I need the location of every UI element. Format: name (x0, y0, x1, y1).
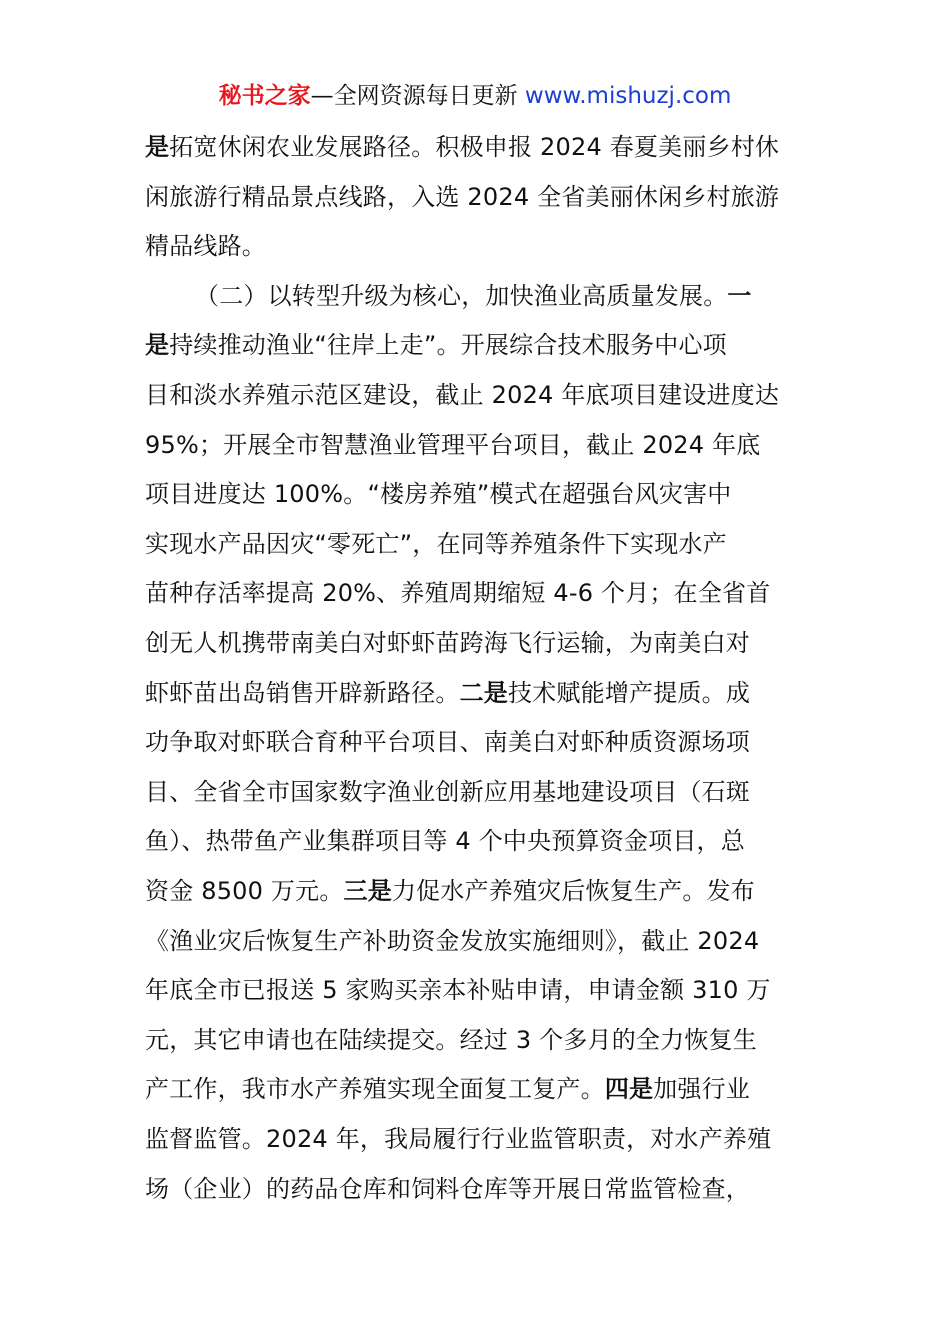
text-line (145, 623, 750, 663)
text-run: 场（企业）的药品仓库和饲料仓库等开展日常监管检查， (145, 1174, 750, 1203)
bold-text: 是 (145, 133, 170, 161)
text-line (145, 226, 266, 266)
text-line (145, 127, 779, 167)
text-run: 年底全市已报送 5 家购买亲本补贴申请，申请金额 310 万 (145, 976, 771, 1005)
text-run: 创无人机携带南美白对虾虾苗跨海飞行运输，为南美白对 (145, 629, 750, 657)
text-run: 实现水产品因灾“零死亡”，在同等养殖条件下实现水产 (145, 529, 727, 558)
text-line (145, 871, 755, 911)
text-line (145, 921, 759, 961)
text-line (145, 970, 771, 1010)
text-run: 加强行业 (653, 1075, 751, 1104)
text-line (145, 1069, 750, 1109)
text-run: 目和淡水养殖示范区建设，截止 2024 年底项目建设进度达 (145, 381, 780, 409)
text-run: 虾虾苗出岛销售开辟新路径。 (145, 678, 460, 707)
text-run: 苗种存活率提高 20%、养殖周期缩短 4-6 个月；在全省首 (145, 579, 771, 608)
text-line (195, 276, 752, 316)
text-run: 技术赋能增产提质。成 (508, 678, 751, 707)
text-line (145, 573, 770, 613)
bold-text: 四是 (604, 1075, 654, 1104)
text-run: 95%；开展全市智慧渔业管理平台项目，截止 2024 年底 (145, 430, 761, 459)
text-line (145, 375, 779, 415)
text-run: 元，其它申请也在陆续提交。经过 3 个多月的全力恢复生 (145, 1025, 757, 1054)
bold-text: 二是 (459, 678, 509, 707)
text-line (145, 474, 732, 514)
brand-name: 秘书之家 (218, 83, 311, 109)
text-line (145, 673, 750, 713)
text-line (145, 1119, 771, 1159)
brand-tagline: —全网资源每日更新 (310, 83, 525, 109)
text-run: 项目进度达 100%。“楼房养殖”模式在超强台风灾害中 (145, 480, 732, 509)
text-run: 资金 8500 万元。 (145, 877, 344, 905)
text-run: 鱼）、热带鱼产业集群项目等 4 个中央预算资金项目，总 (145, 827, 745, 856)
brand-url-link[interactable]: www.mishuzj.com (524, 83, 732, 109)
watermark-header (0, 80, 950, 112)
text-run: 产工作，我市水产养殖实现全面复工复产。 (145, 1075, 605, 1104)
bold-text: 一 (727, 281, 752, 310)
text-run: 闲旅游行精品景点线路，入选 2024 全省美丽休闲乡村旅游 (145, 182, 780, 211)
text-run: （二）以转型升级为核心，加快渔业高质量发展。 (195, 281, 728, 310)
text-line (145, 177, 779, 217)
bold-text: 三是 (343, 877, 392, 905)
text-run: 监督监管。2024 年，我局履行行业监管职责，对水产养殖 (145, 1125, 772, 1153)
text-run: 功争取对虾联合育种平台项目、南美白对虾种质资源场项 (145, 728, 750, 757)
text-run: 力促水产养殖灾后恢复生产。发布 (391, 877, 755, 905)
text-line (145, 1169, 750, 1209)
text-line (145, 524, 727, 564)
text-line (145, 722, 750, 762)
text-run: 精品线路。 (145, 232, 266, 261)
bold-text: 是 (145, 331, 170, 360)
text-line (145, 772, 750, 812)
text-run: 目、全省全市国家数字渔业创新应用基地建设项目（石斑 (145, 777, 750, 806)
text-line (145, 325, 727, 365)
text-run: 持续推动渔业“往岸上走”。开展综合技术服务中心项 (169, 331, 727, 360)
text-line (145, 821, 745, 861)
text-line (145, 425, 760, 465)
text-line (145, 1020, 757, 1060)
text-run: 《渔业灾后恢复生产补助资金发放实施细则》，截止 2024 (145, 926, 760, 955)
text-run: 拓宽休闲农业发展路径。积极申报 2024 春夏美丽乡村休 (169, 133, 780, 161)
